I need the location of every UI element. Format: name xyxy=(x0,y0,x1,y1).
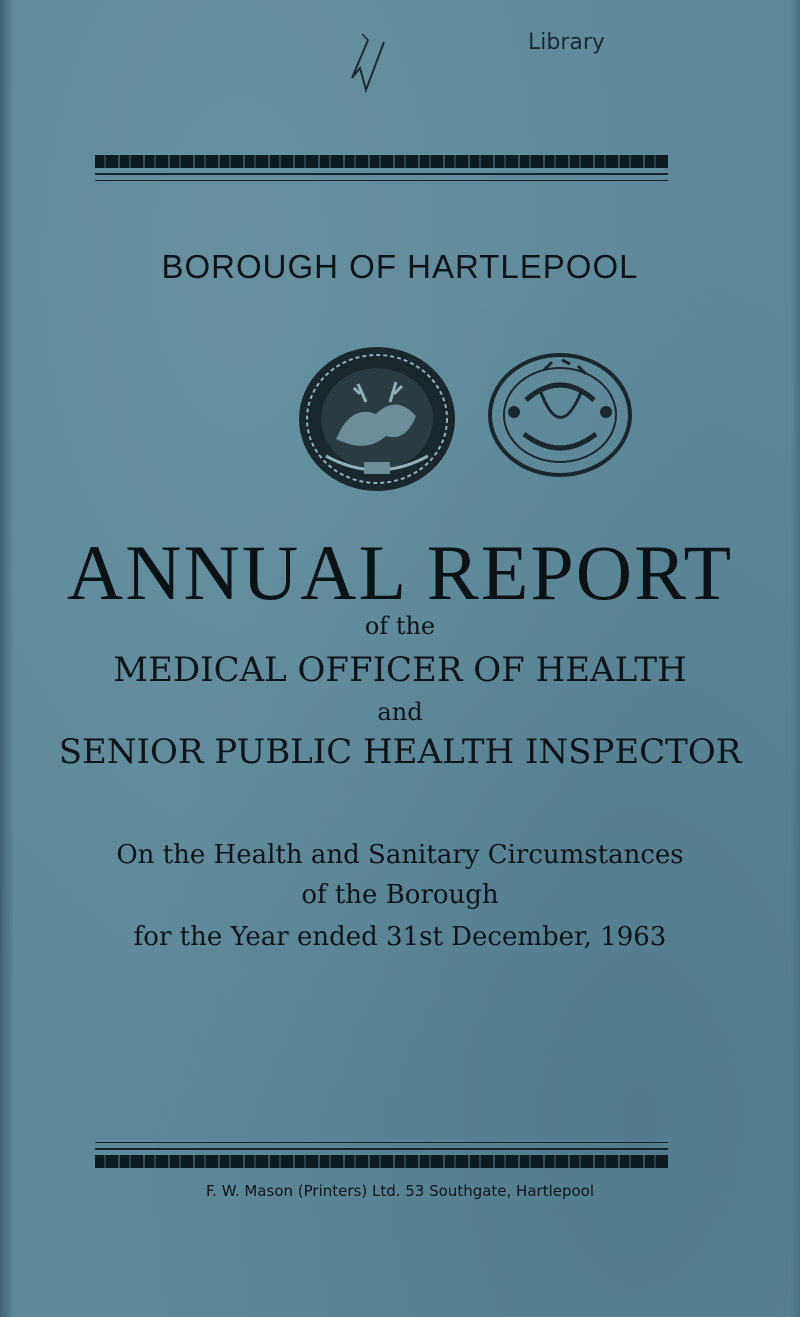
library-stamp: Library xyxy=(528,30,605,55)
borough-heading: BOROUGH OF HARTLEPOOL xyxy=(161,248,639,285)
subtitle-line-2: of the Borough xyxy=(301,880,499,910)
subtitle-line-1: On the Health and Sanitary Circumstances xyxy=(116,840,684,870)
and-text: and xyxy=(377,698,423,726)
borough-seal-hart-icon xyxy=(296,344,458,494)
of-the-text: of the xyxy=(364,612,436,640)
handwritten-mark-icon xyxy=(338,28,398,108)
report-title: ANNUAL REPORT xyxy=(66,529,734,616)
borough-seal-west-hartlepool-icon xyxy=(486,350,634,480)
printer-imprint: F. W. Mason (Printers) Ltd. 53 Southgate, Hartlepool xyxy=(205,1182,595,1200)
subtitle-line-3: for the Year ended 31st December, 1963 xyxy=(133,922,667,952)
inspector-title: SENIOR PUBLIC HEALTH INSPECTOR xyxy=(58,732,742,772)
officer-title: MEDICAL OFFICER OF HEALTH xyxy=(113,650,687,690)
top-rule xyxy=(95,155,668,185)
bottom-rule xyxy=(95,1138,668,1168)
